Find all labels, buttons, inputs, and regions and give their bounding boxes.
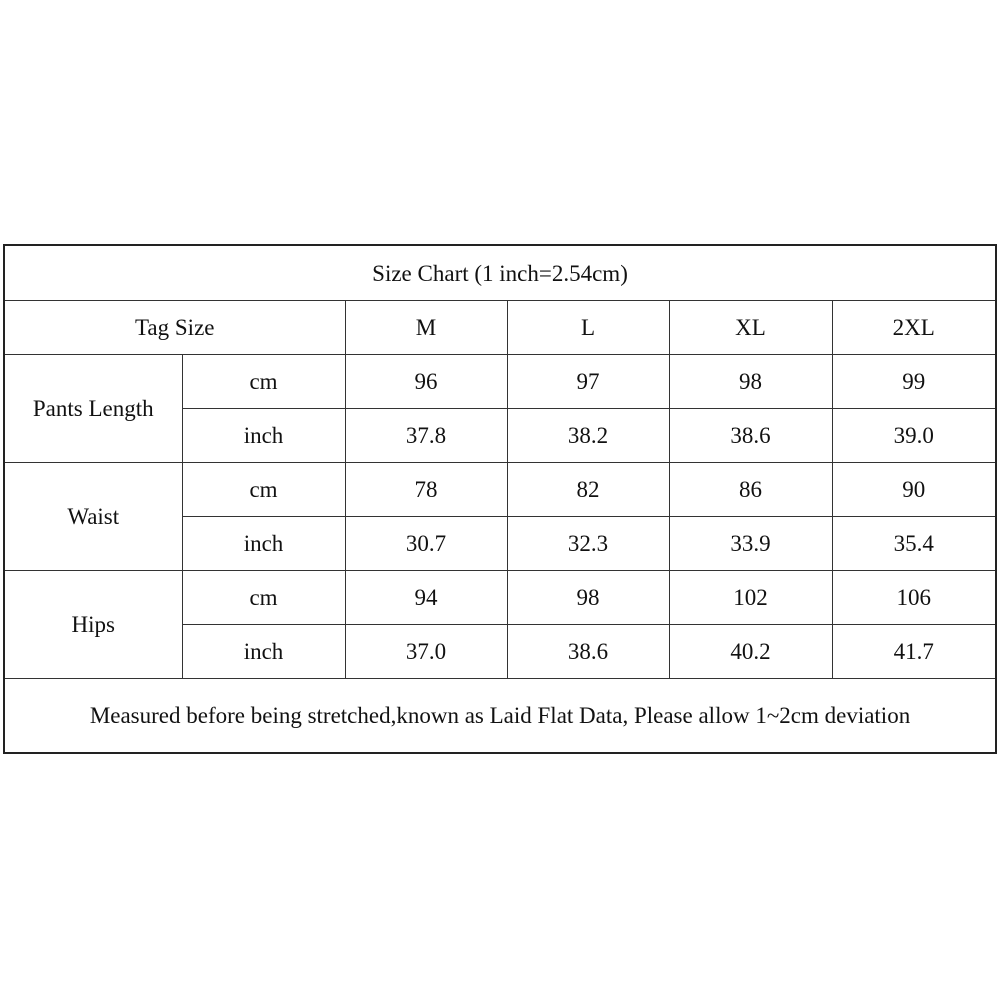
table-cell: 38.2 [507, 409, 669, 463]
measure-label-pants-length: Pants Length [5, 355, 182, 463]
unit-label-inch: inch [182, 517, 345, 571]
size-chart-table [5, 246, 995, 752]
measurement-note: Measured before being stretched,known as Laid Flat Data, Please allow 1~2cm deviation [5, 679, 995, 753]
table-cell: 30.7 [345, 517, 507, 571]
table-cell: 86 [669, 463, 832, 517]
table-cell: 94 [345, 571, 507, 625]
table-cell: 32.3 [507, 517, 669, 571]
size-header-2xl: 2XL [832, 301, 995, 355]
tag-size-header: Tag Size [5, 301, 345, 355]
unit-label-inch: inch [182, 409, 345, 463]
table-cell: 82 [507, 463, 669, 517]
measure-label-waist: Waist [5, 463, 182, 571]
table-cell: 37.0 [345, 625, 507, 679]
size-header-l: L [507, 301, 669, 355]
table-cell: 96 [345, 355, 507, 409]
table-row [5, 463, 995, 517]
note-row [5, 679, 995, 753]
size-chart-frame [3, 244, 997, 754]
table-cell: 41.7 [832, 625, 995, 679]
table-row [5, 571, 995, 625]
table-cell: 37.8 [345, 409, 507, 463]
table-cell: 106 [832, 571, 995, 625]
table-cell: 33.9 [669, 517, 832, 571]
table-row [5, 355, 995, 409]
size-header-m: M [345, 301, 507, 355]
table-cell: 98 [507, 571, 669, 625]
table-cell: 40.2 [669, 625, 832, 679]
table-cell: 35.4 [832, 517, 995, 571]
chart-title: Size Chart (1 inch=2.54cm) [5, 246, 995, 301]
unit-label-cm: cm [182, 355, 345, 409]
table-cell: 98 [669, 355, 832, 409]
table-cell: 38.6 [669, 409, 832, 463]
title-row [5, 246, 995, 301]
table-cell: 38.6 [507, 625, 669, 679]
unit-label-inch: inch [182, 625, 345, 679]
header-row [5, 301, 995, 355]
table-cell: 99 [832, 355, 995, 409]
table-cell: 97 [507, 355, 669, 409]
unit-label-cm: cm [182, 463, 345, 517]
table-cell: 39.0 [832, 409, 995, 463]
table-cell: 102 [669, 571, 832, 625]
unit-label-cm: cm [182, 571, 345, 625]
table-cell: 78 [345, 463, 507, 517]
table-cell: 90 [832, 463, 995, 517]
size-header-xl: XL [669, 301, 832, 355]
measure-label-hips: Hips [5, 571, 182, 679]
